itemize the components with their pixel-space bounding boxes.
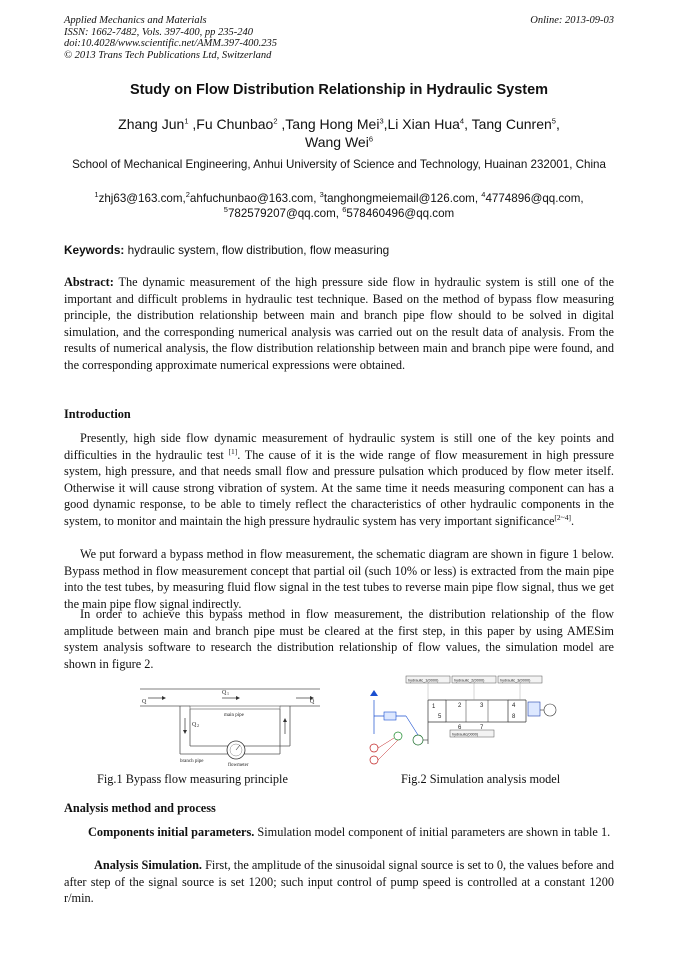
email-link[interactable]: tanghongmeiemail@126.com, bbox=[323, 192, 479, 205]
author: Wang Wei bbox=[305, 134, 369, 150]
tank-icon bbox=[370, 690, 378, 696]
author-sup: 5 bbox=[551, 116, 556, 126]
author-list bbox=[64, 115, 614, 151]
fig1-label-branch-pipe: branch pipe bbox=[180, 759, 204, 764]
email-link[interactable]: 4774896@qq.com, bbox=[485, 192, 584, 205]
figure-1-caption: Fig.1 Bypass flow measuring principle bbox=[97, 772, 288, 786]
fig2-node-label: 4 bbox=[512, 703, 516, 709]
author: ,Tang Hong Mei bbox=[277, 116, 380, 132]
online-date: Online: 2013-09-03 bbox=[530, 15, 614, 26]
abstract bbox=[64, 274, 614, 374]
simulation-text: First, the amplitude of the sinusoidal signal source is set to 0, the values before and after step of the signal source is set 1200; such input control of pump speed is controlled at a constant 1200 r/min. bbox=[64, 858, 614, 906]
abstract-label: Abstract: bbox=[64, 275, 114, 289]
fig2-node-label: 1 bbox=[432, 704, 436, 710]
email-sup: 1 bbox=[94, 190, 99, 200]
fig2-node-label: 8 bbox=[512, 714, 516, 720]
author-sup: 3 bbox=[379, 116, 384, 126]
section-heading-introduction: Introduction bbox=[64, 407, 131, 421]
fig2-node-label: 5 bbox=[438, 714, 442, 720]
fig1-label-main-pipe: main pipe bbox=[224, 713, 244, 718]
email-link[interactable]: 578460496@qq.com bbox=[346, 207, 455, 220]
citation[interactable]: [2~4] bbox=[554, 512, 571, 522]
email-sup: 6 bbox=[342, 205, 347, 215]
fig2-node-label: 2 bbox=[458, 703, 462, 709]
intro-text: Presently, high side flow dynamic measurement of hydraulic system is still one of the key points and difficulties in the hydraulic test bbox=[64, 431, 614, 462]
copyright-line: © 2013 Trans Tech Publications Ltd, Switzerland bbox=[64, 49, 272, 61]
email-sup: 3 bbox=[319, 190, 324, 200]
author-sup: 2 bbox=[273, 116, 278, 126]
fig2-node-label: 6 bbox=[458, 725, 462, 731]
figure-2-simulation-model bbox=[366, 674, 604, 770]
intro-text: . The cause of it is the wide range of flow measurement in high pressure system, high pressure, and that needs small flow and pressure pulsation which produced by flow meter itself. Otherwise it will cause strong vibration of system. At the same time it needs measuring component can has a good dynamic response, to be able to timely reflect the characteristics of other hydraulic components in the system, to monitor and maintain the high pressure hydraulic system has very important significance bbox=[64, 447, 614, 528]
fig1-label-q: Q bbox=[142, 699, 147, 705]
fig1-label-flowmeter: flowmeter bbox=[228, 763, 249, 768]
author: ,Li Xian Hua bbox=[383, 116, 460, 132]
fig2-tag: hydraulic(0000) bbox=[452, 732, 479, 737]
fig1-label-q2: Q bbox=[192, 722, 197, 728]
fig2-tag: hydraulic_1(0000) bbox=[408, 678, 439, 683]
journal-header bbox=[64, 15, 277, 61]
fig1-label-q1: Q bbox=[222, 690, 227, 696]
email-sup: 4 bbox=[481, 190, 486, 200]
email-sup: 2 bbox=[185, 190, 190, 200]
keywords-text: hydraulic system, flow distribution, flow measuring bbox=[124, 243, 390, 257]
fig2-node-label: 7 bbox=[480, 725, 484, 731]
fig1-label-q: Q bbox=[310, 699, 315, 705]
fig2-tag: hydraulic_3(0000) bbox=[500, 678, 531, 683]
email-sup: 5 bbox=[223, 205, 228, 215]
author-sup: 1 bbox=[184, 116, 189, 126]
analysis-paragraph-components bbox=[64, 824, 614, 841]
fig1-label-q2-sub: 2 bbox=[197, 723, 199, 728]
citation[interactable]: [1] bbox=[228, 446, 238, 456]
affiliation: School of Mechanical Engineering, Anhui University of Science and Technology, Huainan 232001, China bbox=[72, 158, 606, 171]
analysis-paragraph-simulation bbox=[64, 857, 614, 907]
figure-2-caption: Fig.2 Simulation analysis model bbox=[401, 772, 561, 786]
email-list bbox=[64, 191, 614, 221]
intro-paragraph-1 bbox=[64, 430, 614, 530]
fig2-tag: hydraulic_2(0000) bbox=[454, 678, 485, 683]
abstract-text: The dynamic measurement of the high pressure side flow in hydraulic system is still one of the important and difficult problems in hydraulic test technique. Based on the method of bypass flow measuring principle, the distribution relationship between main and branch pipe flow should to be solved in digital simulation, and the corresponding numerical analysis was carried out on the result data of analysis. From the results of numerical analysis, the flow distribution relationship between main and branch pipe were found, and the corresponding approximate numerical expressions were obtained. bbox=[64, 275, 614, 372]
email-link[interactable]: zhj63@163.com, bbox=[98, 192, 186, 205]
intro-paragraph-2: We put forward a bypass method in flow measurement, the schematic diagram are shown in figure 1 below. Bypass method in flow measurement concept that partial oil (such 10% or less) is extracted from the main pipe into the test tubes, by measuring fluid flow signal in the test tubes to reverse main pipe flow signal, thus we get the main pipe flow signal indirectly. bbox=[64, 547, 614, 611]
author-sup: 6 bbox=[368, 134, 373, 144]
fig2-node-label: 3 bbox=[480, 703, 484, 709]
author-sup: 4 bbox=[459, 116, 465, 126]
components-text: Simulation model component of initial parameters are shown in table 1. bbox=[254, 825, 611, 839]
journal-name: Applied Mechanics and Materials bbox=[64, 15, 207, 26]
author: , Tang Cunren bbox=[464, 116, 552, 132]
paper-title: Study on Flow Distribution Relationship in Hydraulic System bbox=[129, 82, 549, 98]
keywords-label: Keywords: bbox=[64, 243, 125, 257]
author: Zhang Jun bbox=[118, 116, 185, 132]
keywords bbox=[64, 243, 614, 257]
simulation-label: Analysis Simulation. bbox=[94, 858, 202, 872]
issn-line: ISSN: 1662-7482, Vols. 397-400, pp 235-240 bbox=[64, 26, 253, 38]
components-label: Components initial parameters. bbox=[88, 825, 255, 839]
intro-paragraph-3: In order to achieve this bypass method in flow measurement, the distribution relationship of the flow amplitude between main and branch pipe must be cleared at the first step, in this paper by using AMESim system analysis software to research the distribution relationship of flow values, the simulation model are shown in figure 2. bbox=[64, 607, 614, 671]
section-heading-analysis: Analysis method and process bbox=[64, 801, 216, 815]
author-sep: , bbox=[555, 116, 560, 132]
author: ,Fu Chunbao bbox=[188, 116, 274, 132]
doi-line[interactable]: doi:10.4028/www.scientific.net/AMM.397-400.235 bbox=[64, 38, 277, 49]
email-link[interactable]: ahfuchunbao@163.com, bbox=[189, 192, 317, 205]
intro-text: . bbox=[570, 513, 575, 528]
figure-1-bypass-diagram bbox=[140, 678, 320, 768]
email-link[interactable]: 782579207@qq.com, bbox=[227, 207, 339, 220]
fig1-label-q1-sub: 1 bbox=[227, 691, 229, 696]
